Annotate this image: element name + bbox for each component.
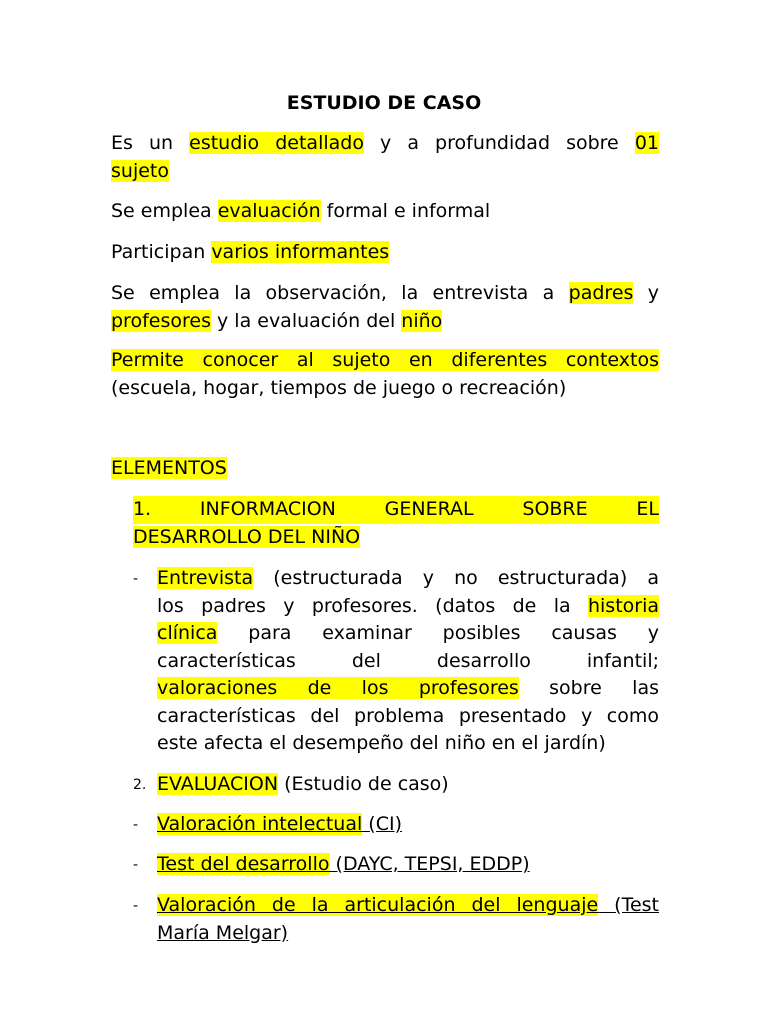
- text-run: María Melgar): [157, 921, 289, 944]
- text-run: (escuela, hogar, tiempos de juego o recreación): [111, 376, 567, 399]
- highlight-text: Valoración intelectual: [157, 813, 363, 835]
- item1-line1: 1. INFORMACION GENERAL SOBRE EL: [133, 496, 659, 524]
- highlight-text: sujeto: [111, 159, 169, 182]
- intro-p1-line2: [111, 158, 659, 186]
- intro-paragraph-5: [111, 347, 659, 402]
- highlight-text: Entrevista: [157, 567, 254, 589]
- intro-p1-line1: [111, 130, 659, 158]
- highlight-text: valoraciones de los profesores: [157, 677, 519, 699]
- bullet-articulacion-lenguaje: [157, 892, 659, 947]
- highlight-text: ELEMENTOS: [111, 457, 227, 479]
- highlight-text: EVALUACION: [157, 773, 279, 795]
- text-run: este afecta el desempeño del niño en el jardín): [157, 732, 606, 754]
- text-run: los padres y profesores. (datos de la: [157, 594, 588, 617]
- text-run: para examinar posibles causas y: [217, 622, 659, 644]
- elementos-heading: [111, 455, 659, 483]
- highlight-text: historia: [587, 594, 659, 617]
- intro-paragraph-2: [111, 198, 659, 226]
- highlight-text: niño: [401, 309, 443, 332]
- highlight-text: Valoración de la articulación del lenguaje: [157, 894, 599, 916]
- text-run: y a profundidad sobre: [363, 132, 635, 154]
- bullet-entrevista: [157, 565, 659, 758]
- bullet-marker: -: [133, 817, 139, 833]
- highlight-text: Permite conocer al sujeto en diferentes contextos: [111, 349, 659, 371]
- text-run: y: [633, 282, 659, 304]
- text-run: formal e informal: [320, 200, 491, 222]
- highlight-text: clínica: [157, 622, 218, 644]
- bullet-marker: -: [133, 571, 139, 587]
- intro-paragraph-1: [111, 130, 659, 185]
- text-run: (Test: [598, 894, 659, 916]
- intro-paragraph-4: [111, 280, 659, 335]
- text-run: y la evaluación del: [210, 309, 402, 332]
- text-run: Es un: [111, 132, 190, 154]
- highlight-text: evaluación: [217, 200, 321, 222]
- text-run: Se emplea: [111, 200, 218, 222]
- text-run: Se emplea la observación, la entrevista a: [111, 282, 569, 304]
- text-run: sobre las: [518, 677, 659, 699]
- bullet-valoracion-intelectual: [157, 811, 659, 839]
- highlight-text: padres: [568, 282, 634, 304]
- highlight-text: DESARROLLO DEL NIÑO: [133, 525, 361, 548]
- highlight-text: 01: [634, 132, 659, 154]
- page-title: ESTUDIO DE CASO: [286, 92, 482, 114]
- intro-paragraph-3: [111, 239, 659, 267]
- bullet-marker: -: [133, 857, 139, 873]
- text-run: Participan: [111, 241, 212, 263]
- highlight-text: profesores: [111, 309, 211, 332]
- list-number-2: 2.: [133, 777, 147, 793]
- text-run: (Estudio de caso): [278, 773, 449, 795]
- text-run: (CI): [362, 813, 402, 835]
- highlight-text: Test del desarrollo: [157, 853, 330, 875]
- text-run: características del desarrollo infantil;: [157, 649, 659, 672]
- bullet-test-desarrollo: [157, 851, 659, 879]
- text-run: características del problema presentado y como: [157, 704, 659, 727]
- bullet-marker: -: [133, 898, 139, 914]
- text-run: (estructurada y no estructurada) a: [253, 567, 659, 589]
- list-item-1: [133, 496, 659, 551]
- list-item-2: [157, 771, 659, 799]
- highlight-text: varios informantes: [211, 241, 390, 263]
- highlight-text: estudio detallado: [189, 132, 364, 154]
- text-run: (DAYC, TEPSI, EDDP): [329, 853, 530, 875]
